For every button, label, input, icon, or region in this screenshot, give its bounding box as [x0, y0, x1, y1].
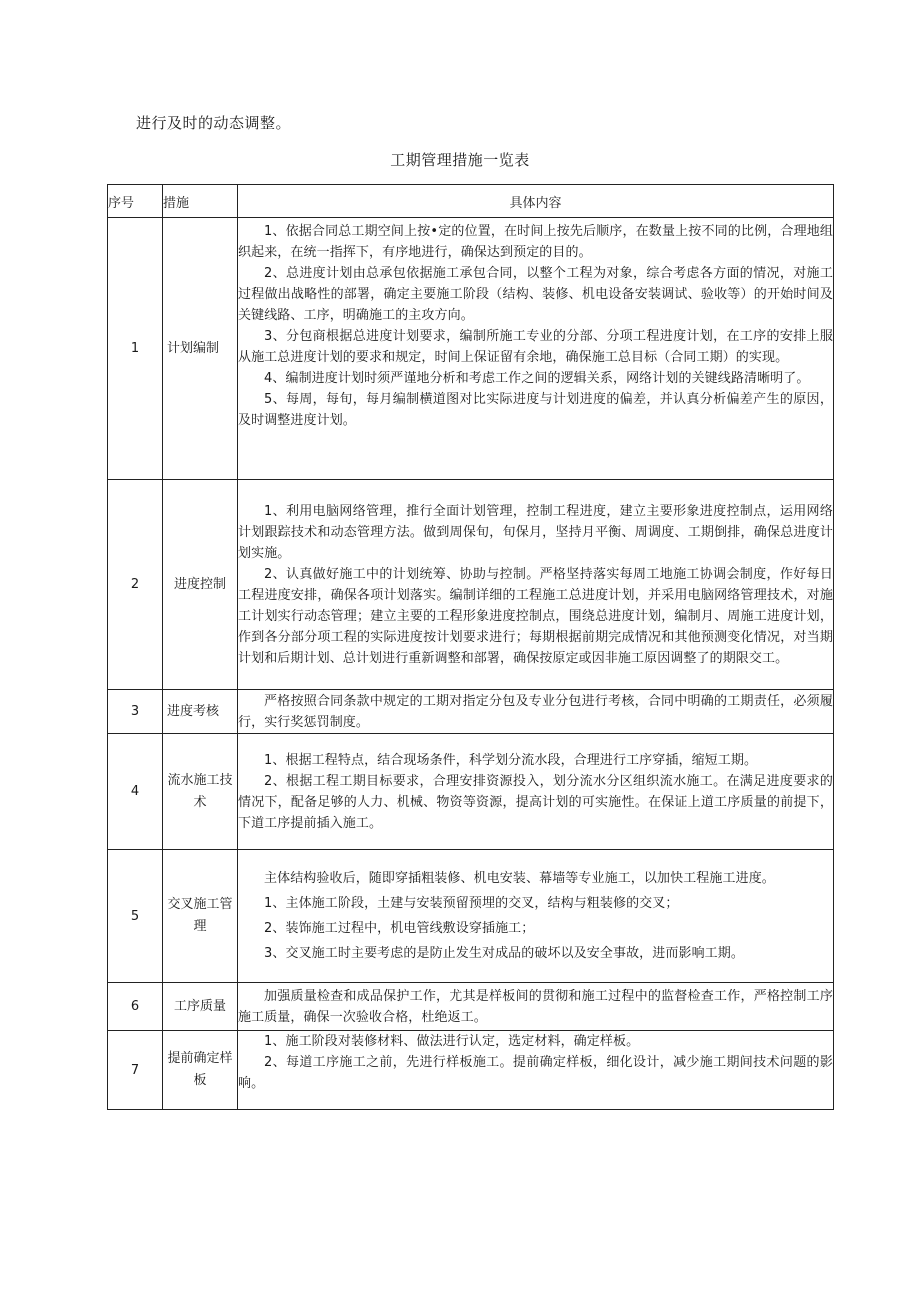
row-measure: 提前确定样板	[163, 1031, 238, 1110]
row-measure: 交叉施工管理	[163, 850, 238, 983]
row-number: 6	[108, 983, 163, 1031]
row-content	[238, 983, 834, 1031]
content-paragraph: 2、装饰施工过程中，机电管线敷设穿插施工；	[264, 921, 535, 936]
row-measure: 计划编制	[163, 218, 238, 480]
row-measure: 流水施工技术	[163, 734, 238, 850]
content-paragraph: 1、根据工程特点，结合现场条件，科学划分流水段，合理进行工序穿插，缩短工期。	[264, 752, 758, 768]
content-paragraph: 2、认真做好施工中的计划统筹、协助与控制。严格坚持落实每周工地施工协调会制度，作好每日工程进度安排，确保各项计划落实。编制详细的工程施工总进度计划，并采用电脑网络管理技术，对施工计划实行动态管理；建立主要的工程形象进度控制点，围绕总进度计划，编制月、周施工进度计划，作到各分部分项工程的实际进度按计划要求进行；每期根据前期完成情况和其他预测变化情况，对当期计划和后期计划、总计划进行重新调整和部署，确保按原定或因非施工原因调整了的期限交工。	[238, 566, 833, 666]
content-paragraph: 1、施工阶段对装修材料、做法进行认定，选定材料，确定样板。	[264, 1034, 640, 1049]
table-row	[108, 850, 834, 983]
row-number: 4	[108, 734, 163, 850]
intro-text: 进行及时的动态调整。	[136, 114, 292, 132]
content-paragraph: 1、依据合同总工期空间上按•定的位置，在时间上按先后顺序，在数量上按不同的比例，合理地组织起来，在统一指挥下，有序地进行，确保达到预定的目的。	[238, 223, 833, 260]
row-measure: 工序质量	[163, 983, 238, 1031]
row-content	[238, 218, 834, 480]
content-paragraph: 2、每道工序施工之前，先进行样板施工。提前确定样板，细化设计，减少施工期间技术问题的影响。	[238, 1055, 833, 1091]
content-paragraph: 2、根据工程工期目标要求，合理安排资源投入，划分流水分区组织流水施工。在满足进度要求的情况下，配备足够的人力、机械、物资等资源，提高计划的可实施性。在保证上道工序质量的前提下，下道工序提前插入施工。	[238, 773, 833, 831]
table-row	[108, 734, 834, 850]
content-paragraph: 3、分包商根据总进度计划要求，编制所施工专业的分部、分项工程进度计划，在工序的安排上服从施工总进度计划的要求和规定，时间上保证留有余地，确保施工总目标（合同工期）的实现。	[238, 328, 833, 365]
table-row	[108, 690, 834, 734]
content-paragraph: 主体结构验收后，随即穿插粗装修、机电安装、幕墙等专业施工，以加快工程施工进度。	[264, 871, 775, 886]
content-paragraph: 1、主体施工阶段，土建与安装预留预埋的交叉，结构与粗装修的交叉；	[264, 896, 679, 911]
content-paragraph: 4、编制进度计划时须严谨地分析和考虑工作之间的逻辑关系，网络计划的关键线路清晰明了。	[264, 370, 810, 386]
content-paragraph: 2、总进度计划由总承包依据施工承包合同，以整个工程为对象，综合考虑各方面的情况，对施工过程做出战略性的部署，确定主要施工阶段（结构、装修、机电设备安装调试、验收等）的开始时间及关键线路、工序，明确施工的主攻方向。	[238, 265, 833, 323]
table-header-row	[108, 185, 834, 218]
row-content	[238, 690, 834, 734]
content-paragraph: 严格按照合同条款中规定的工期对指定分包及专业分包进行考核，合同中明确的工期责任，必须履行，实行奖惩罚制度。	[238, 693, 833, 730]
content-paragraph: 加强质量检查和成品保护工作，尤其是样板间的贯彻和施工过程中的监督检查工作，严格控制工序施工质量，确保一次验收合格，杜绝返工。	[238, 988, 833, 1025]
row-number: 7	[108, 1031, 163, 1110]
table-row	[108, 1031, 834, 1110]
row-number: 5	[108, 850, 163, 983]
row-number: 1	[108, 218, 163, 480]
header-measure: 措施	[163, 185, 238, 218]
table-row	[108, 218, 834, 480]
content-paragraph: 5、每周，每旬，每月编制横道图对比实际进度与计划进度的偏差，并认真分析偏差产生的原因，及时调整进度计划。	[238, 391, 833, 428]
header-no: 序号	[108, 185, 163, 218]
row-content	[238, 1031, 834, 1110]
row-content	[238, 850, 834, 983]
content-paragraph: 1、利用电脑网络管理，推行全面计划管理，控制工程进度，建立主要形象进度控制点，运用网络计划跟踪技术和动态管理方法。做到周保旬，旬保月，坚持月平衡、周调度、工期倒排，确保总进度计划实施。	[238, 503, 833, 561]
content-paragraph: 3、交叉施工时主要考虑的是防止发生对成品的破坏以及安全事故，进而影响工期。	[264, 946, 744, 961]
table-row	[108, 983, 834, 1031]
row-number: 2	[108, 480, 163, 690]
measures-table	[107, 184, 834, 1110]
row-number: 3	[108, 690, 163, 734]
row-content	[238, 480, 834, 690]
row-measure: 进度控制	[163, 480, 238, 690]
header-content: 具体内容	[238, 185, 834, 218]
row-content	[238, 734, 834, 850]
row-measure: 进度考核	[163, 690, 238, 734]
table-row	[108, 480, 834, 690]
table-title: 工期管理措施一览表	[390, 151, 530, 169]
